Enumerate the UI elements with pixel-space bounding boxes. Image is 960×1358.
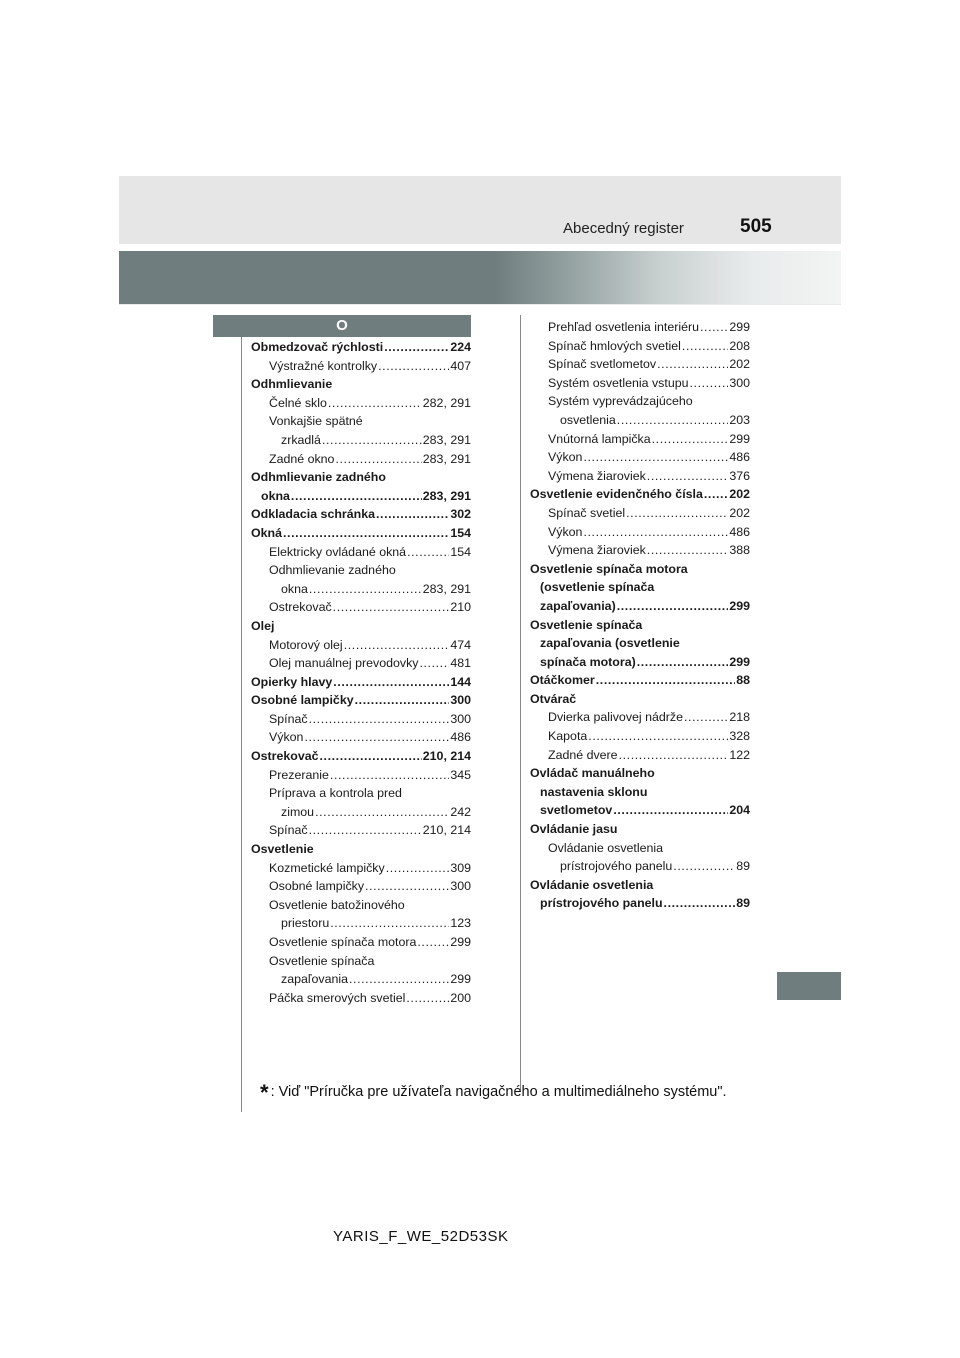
index-entry [251,543,471,562]
header-band [119,176,841,244]
index-entry-term: Otáčkomer [530,673,595,688]
index-entry-term: Olej manuálnej prevodovky [269,656,419,671]
index-entry [530,653,750,672]
index-entry-term: Vnútorná lampička [548,431,651,446]
index-entry [530,783,750,802]
index-entry-term: Spínač [269,711,308,726]
index-entry-page: 154 [450,525,471,540]
index-column-right [530,318,750,913]
dot-leader [315,803,449,822]
index-entry-term: Ostrekovač [251,749,319,764]
index-entry-page: 299 [450,972,471,987]
index-entry-term: Výstražné kontrolky [269,358,378,373]
index-entry [530,671,750,690]
index-entry [530,430,750,449]
left-margin-rule [241,337,242,1112]
index-entry [251,952,471,971]
index-entry [530,764,750,783]
dot-leader [320,747,422,766]
index-entry [530,727,750,746]
index-entry-page: 200 [450,990,471,1005]
index-entry-page: 407 [450,358,471,373]
index-entry-term: Odkladacia schránka [251,507,375,522]
index-entry [251,710,471,729]
dot-leader [684,708,728,727]
divider [119,304,841,305]
dot-leader [386,859,450,878]
index-entry-page: 486 [450,730,471,745]
index-entry-term: Výkon [269,730,304,745]
index-entry-page: 345 [450,767,471,782]
index-entry [530,616,750,635]
index-entry-page: 481 [450,656,471,671]
dot-leader [406,989,449,1008]
index-entry-term: Spínač svetlometov [548,357,657,372]
index-entry [251,821,471,840]
index-entry-term: Osvetlenie spínača motora [530,561,688,576]
index-entry-term: Ostrekovač [269,600,332,615]
index-entry-page: 283, 291 [422,451,471,466]
index-entry [530,634,750,653]
index-entry-term: prístrojového panelu [540,896,663,911]
dot-leader [647,467,729,486]
dot-leader [664,894,736,913]
index-entry-page: 299 [450,935,471,949]
dot-leader [309,821,422,840]
index-entry [251,617,471,636]
index-entry-page: 123 [450,916,471,931]
dot-leader [417,933,449,952]
dot-leader [309,710,450,729]
dot-leader [652,430,729,449]
dot-leader [613,801,728,820]
index-entry-term: Spínač [269,823,308,838]
index-entry [530,746,750,765]
index-entry-term: Zadné okno [269,451,335,466]
thumb-index-tab [777,972,841,1000]
index-entry-page: 88 [736,673,750,688]
dot-leader [309,580,422,599]
index-entry-page: 309 [450,860,471,875]
dot-leader [647,541,729,560]
dot-leader [419,654,449,673]
index-entry-page: 224 [450,340,471,354]
index-entry [530,523,750,542]
index-entry-term: Osvetlenie spínača [530,617,643,632]
index-entry-term: Príprava a kontrola pred [269,786,402,801]
index-entry-page: 210, 214 [422,749,471,764]
index-entry-term: Osvetlenie batožinového [269,897,405,912]
index-entry [530,876,750,895]
dot-leader [637,653,729,672]
index-column-left [251,338,471,1007]
index-entry-term: Osvetlenie spínača motora [269,935,417,949]
index-entry [530,411,750,430]
dot-leader [328,394,422,413]
index-entry-term: Prezeranie [269,767,329,782]
index-entry [530,355,750,374]
index-entry-page: 202 [729,357,750,372]
dot-leader [283,524,449,543]
dot-leader [682,337,728,356]
index-entry [530,318,750,337]
dot-leader [304,728,449,747]
index-entry-term: svetlometov [540,803,613,818]
index-entry [251,859,471,878]
index-entry-page: 299 [729,654,750,669]
dot-leader [596,671,735,690]
index-entry-page: 202 [729,487,750,502]
index-entry [530,541,750,560]
page-title: Abecedný register [563,220,684,237]
index-entry [251,450,471,469]
page-number: 505 [740,216,772,237]
index-entry-page: 202 [729,505,750,520]
dot-leader [322,431,422,450]
index-entry [530,894,750,913]
dot-leader [378,357,449,376]
index-entry [530,392,750,411]
index-entry-term: Vonkajšie spätné [269,414,363,429]
index-entry-term: prístrojového panelu [560,859,673,874]
dot-leader [349,970,449,989]
index-entry-term: Osvetlenie [251,842,314,857]
dot-leader [583,448,728,467]
dot-leader [657,355,728,374]
index-entry [251,505,471,524]
index-entry-term: Ovládanie jasu [530,822,618,837]
index-entry-page: 302 [450,507,471,522]
index-entry-term: Ovládanie osvetlenia [548,840,664,855]
index-entry-page: 486 [729,524,750,539]
index-entry-term: Výmena žiaroviek [548,468,646,483]
index-entry [530,820,750,839]
dot-leader [583,523,728,542]
index-entry-page: 203 [729,412,750,427]
index-entry [251,673,471,692]
index-entry [530,801,750,820]
dot-leader [619,746,729,765]
index-entry-term: Odhmlievanie zadného [269,563,396,578]
index-entry [251,338,471,357]
index-entry-term: osvetlenia [560,412,616,427]
dot-leader [617,597,729,616]
index-entry-term: Spínač hmlových svetiel [548,338,681,353]
index-entry-term: Elektricky ovládané okná [269,544,407,559]
index-entry-term: zapaľovania (osvetlenie [540,636,680,651]
index-entry-page: 204 [729,803,750,818]
index-entry-page: 300 [729,375,750,390]
index-entry-term: Obmedzovač rýchlosti [251,340,384,354]
index-entry [530,485,750,504]
index-entry-term: zimou [281,804,315,819]
index-entry-term: Kapota [548,729,588,744]
index-entry-page: 486 [729,450,750,465]
index-entry-page: 283, 291 [422,488,471,503]
index-entry [251,840,471,859]
index-entry-term: Osobné lampičky [269,879,365,894]
index-entry-page: 328 [729,729,750,744]
index-entry [530,578,750,597]
index-entry [251,803,471,822]
footnote-text: : Viď "Príručka pre užívateľa navigačného a multimediálneho systému". [270,1084,727,1100]
dot-leader [291,487,422,506]
dot-leader [588,727,728,746]
index-entry [530,467,750,486]
index-entry-term: okna [281,581,308,596]
index-entry-term: Opierky hlavy [251,674,333,689]
index-entry-term: (osvetlenie spínača [540,580,655,595]
index-entry [251,375,471,394]
index-entry-term: okna [261,488,290,503]
index-entry-page: 144 [450,674,471,689]
index-entry-term: zapaľovania) [540,598,616,613]
section-letter-header: O [213,315,471,337]
index-entry-page: 300 [450,879,471,894]
index-entry-page: 300 [450,693,471,708]
index-entry-page: 282, 291 [422,395,471,410]
index-entry [530,504,750,523]
index-entry [251,636,471,655]
decorative-gradient-band [119,251,841,304]
index-entry-page: 299 [729,320,750,334]
index-entry-term: Čelné sklo [269,395,327,410]
index-entry [530,708,750,727]
dot-leader [626,504,728,523]
document-code: YARIS_F_WE_52D53SK [333,1228,509,1245]
index-entry-term: Systém vyprevádzajúceho [548,394,693,409]
index-entry [251,561,471,580]
index-entry-term: Odhmlievanie zadného [251,470,386,485]
index-entry-page: 154 [450,544,471,559]
index-entry-page: 218 [729,710,750,725]
index-entry-page: 283, 291 [422,581,471,596]
index-entry-page: 299 [729,598,750,613]
index-entry-term: priestoru [281,916,330,931]
index-entry [251,933,471,952]
index-entry [251,691,471,710]
index-entry-term: nastavenia sklonu [540,784,648,799]
dot-leader [700,318,728,337]
index-entry-term: Osvetlenie evidenčného čísla [530,487,703,502]
index-entry [251,914,471,933]
dot-leader [355,691,450,710]
index-entry [530,337,750,356]
index-entry-term: Kozmetické lampičky [269,860,385,875]
index-entry-term: Systém osvetlenia vstupu [548,375,689,390]
index-entry-page: 89 [736,859,750,874]
dot-leader [376,505,449,524]
dot-leader [673,857,735,876]
dot-leader [344,636,450,655]
index-entry [251,468,471,487]
index-entry [251,896,471,915]
index-entry-term: Ovládanie osvetlenia [530,877,654,892]
index-entry-page: 208 [729,338,750,353]
index-entry-page: 376 [729,468,750,483]
footnote-marker: * [260,1080,269,1105]
dot-leader [333,673,449,692]
dot-leader [335,450,421,469]
index-entry [530,560,750,579]
index-entry-term: zrkadlá [281,432,321,447]
index-entry [251,357,471,376]
index-entry-term: Dvierka palivovej nádrže [548,710,683,725]
index-entry [251,747,471,766]
index-entry [251,487,471,506]
dot-leader [384,338,449,357]
footnote [260,1080,727,1106]
index-entry [251,412,471,431]
index-entry-page: 89 [736,896,750,911]
index-entry [251,394,471,413]
index-entry-term: Páčka smerových svetiel [269,990,406,1005]
dot-leader [365,877,449,896]
index-entry [251,989,471,1008]
dot-leader [617,411,729,430]
index-entry-page: 300 [450,711,471,726]
index-entry [251,598,471,617]
index-entry-term: Osobné lampičky [251,693,354,708]
index-entry-term: Osvetlenie spínača [269,953,375,968]
dot-leader [330,766,449,785]
index-entry [530,839,750,858]
index-entry [251,728,471,747]
index-entry [251,877,471,896]
index-entry-term: Ovládač manuálneho [530,766,655,781]
index-entry [530,374,750,393]
dot-leader [333,598,450,617]
index-entry [251,784,471,803]
index-entry [530,448,750,467]
index-entry-term: spínača motora) [540,654,636,669]
index-entry-term: Spínač svetiel [548,505,626,520]
column-divider [520,315,521,1090]
index-entry-page: 210, 214 [422,823,471,838]
index-entry [251,580,471,599]
index-entry-term: Výmena žiaroviek [548,543,646,558]
index-entry-term: Prehľad osvetlenia interiéru [548,320,700,334]
index-entry [251,524,471,543]
index-entry-term: Olej [251,618,275,633]
index-entry-term: Zadné dvere [548,747,618,762]
dot-leader [690,374,729,393]
index-entry [530,690,750,709]
index-entry [251,431,471,450]
index-entry-term: Výkon [548,524,583,539]
index-entry [530,857,750,876]
index-entry-term: Okná [251,525,282,540]
index-entry [251,654,471,673]
index-entry-page: 299 [729,431,750,446]
index-entry-term: Výkon [548,450,583,465]
index-entry [530,597,750,616]
index-entry-term: Otvárač [530,691,577,706]
index-entry-page: 210 [450,600,471,615]
index-entry [251,970,471,989]
index-entry-page: 122 [729,747,750,762]
dot-leader [704,485,728,504]
index-entry-page: 283, 291 [422,432,471,447]
index-entry-term: zapaľovania [281,972,348,987]
index-entry-page: 242 [450,804,471,819]
index-entry-page: 388 [729,543,750,558]
index-entry-term: Odhmlievanie [251,377,333,392]
index-entry [251,766,471,785]
index-entry-term: Motorový olej [269,637,343,652]
dot-leader [330,914,449,933]
index-entry-page: 474 [450,637,471,652]
dot-leader [407,543,449,562]
